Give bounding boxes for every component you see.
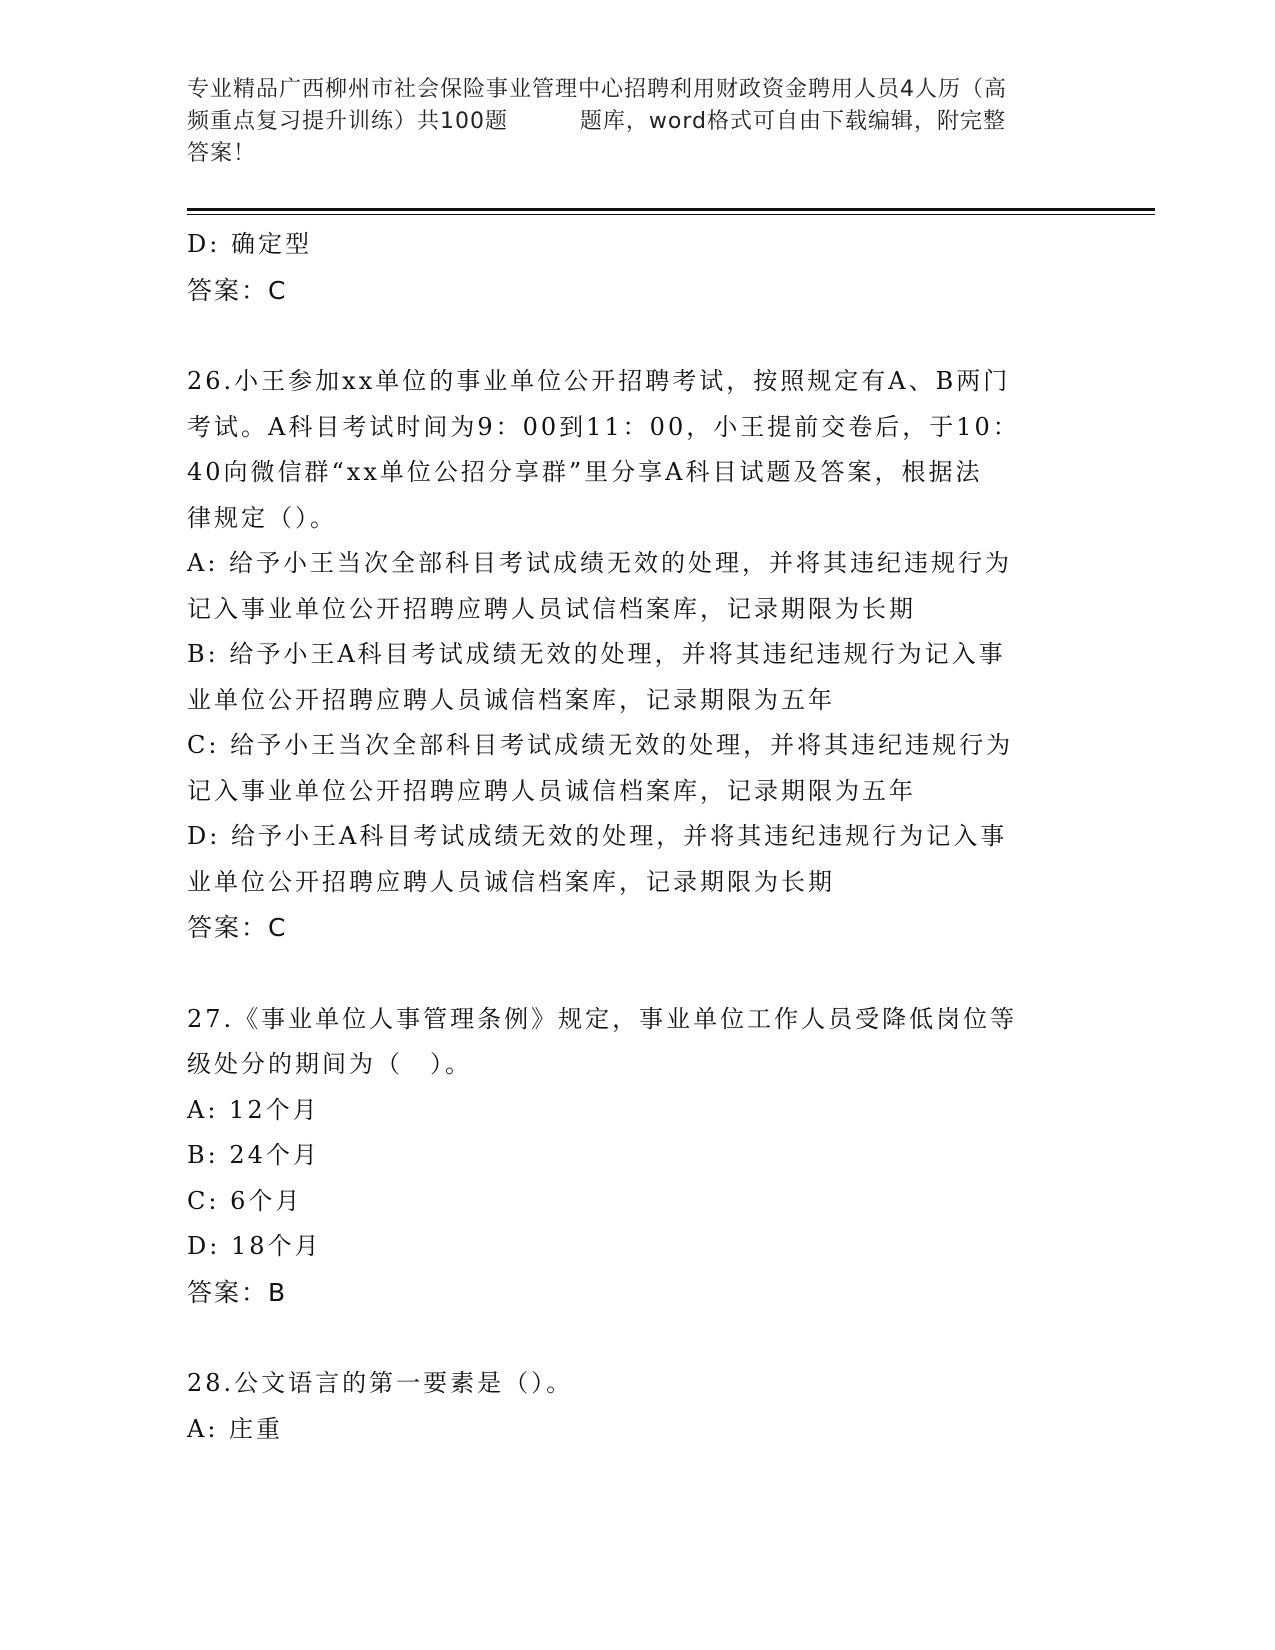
option-c: C: 给予小王当次全部科目考试成绩无效的处理，并将其违纪违规行为 <box>187 731 1014 759</box>
spacer <box>187 951 1087 997</box>
option-d: D: 18个月 <box>187 1232 322 1260</box>
option-a: A: 庄重 <box>187 1414 284 1443</box>
question-stem-line: 级处分的期间为（ ）。 <box>187 1050 472 1078</box>
option-d: D: 确定型 <box>187 230 312 258</box>
header-line: 答案！ <box>187 141 257 166</box>
question-stem-line: 律规定（）。 <box>187 503 337 532</box>
option-a: A: 12个月 <box>187 1095 320 1124</box>
option-d: D: 给予小王A科目考试成绩无效的处理，并将其违纪违规行为记入事 <box>187 822 1008 850</box>
option-d-continued: 业单位公开招聘应聘人员诚信档案库，记录期限为长期 <box>187 867 835 896</box>
question-stem-line: 40向微信群“xx单位公招分享群”里分享A科目试题及答案，根据法 <box>187 458 983 486</box>
question-26 <box>187 359 1087 951</box>
spacer <box>187 313 1087 359</box>
document-header <box>187 74 1087 170</box>
answer-line: 答案：C <box>187 913 288 942</box>
answer-line: 答案：C <box>187 275 288 305</box>
option-c-continued: 记入事业单位公开招聘应聘人员诚信档案库，记录期限为五年 <box>187 776 916 805</box>
option-c: C: 6个月 <box>187 1186 303 1215</box>
question-stem-line: 28.公文语言的第一要素是（）。 <box>187 1369 574 1397</box>
question-28 <box>187 1361 1087 1452</box>
question-stem-line: 考试。A科目考试时间为9：00到11：00，小王提前交卷后，于10： <box>187 412 1020 441</box>
option-a-continued: 记入事业单位公开招聘应聘人员试信档案库，记录期限为长期 <box>187 594 916 623</box>
spacer <box>187 1315 1087 1361</box>
header-line: 频重点复习提升训练）共100题 题库，word格式可自由下载编辑，附完整 <box>187 109 1007 134</box>
question-stem-line: 26.小王参加xx单位的事业单位公开招聘考试，按照规定有A、B两门 <box>187 367 1011 395</box>
option-a: A: 给予小王当次全部科目考试成绩无效的处理，并将其违纪违规行为 <box>187 549 1013 577</box>
question-stem-line: 27.《事业单位人事管理条例》规定，事业单位工作人员受降低岗位等 <box>187 1004 1018 1033</box>
option-b-continued: 业单位公开招聘应聘人员诚信档案库，记录期限为五年 <box>187 685 835 714</box>
answer-line: 答案：B <box>187 1277 288 1307</box>
header-divider <box>187 208 1155 215</box>
header-line: 专业精品广西柳州市社会保险事业管理中心招聘利用财政资金聘用人员4人历（高 <box>187 77 1007 102</box>
option-b: B: 24个月 <box>187 1141 320 1169</box>
option-b: B: 给予小王A科目考试成绩无效的处理，并将其违纪违规行为记入事 <box>187 640 1006 668</box>
question-content <box>187 222 1087 1452</box>
question-27 <box>187 997 1087 1316</box>
